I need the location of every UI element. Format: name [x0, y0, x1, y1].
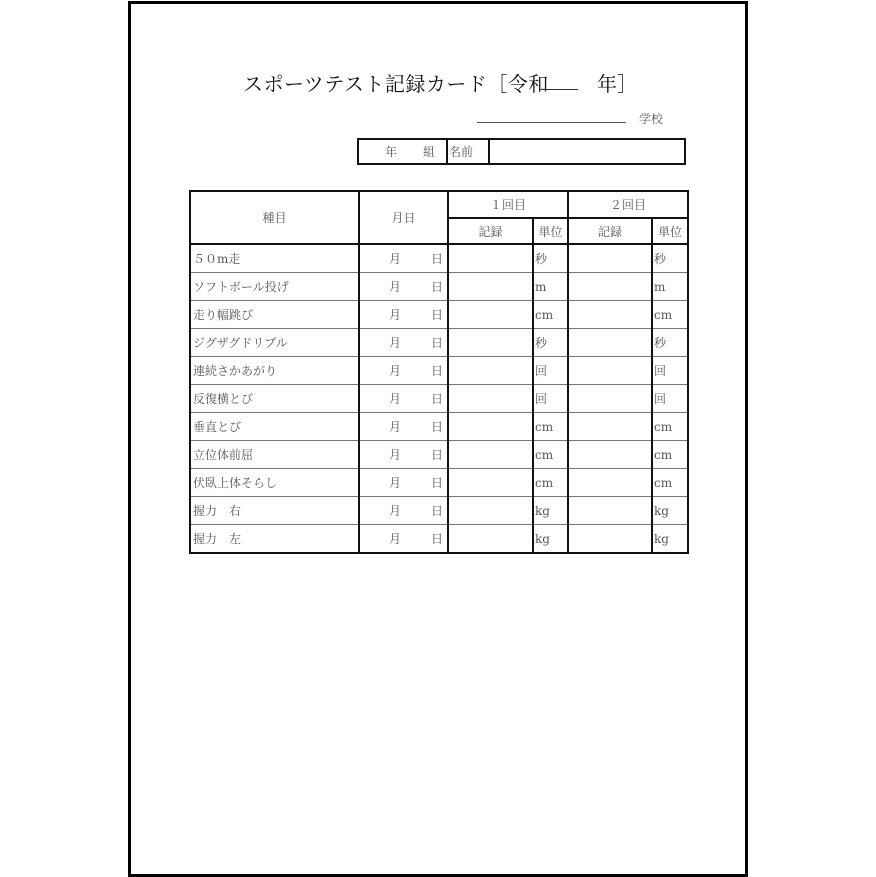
record-1-field[interactable] — [448, 441, 533, 469]
unit-2: cm — [652, 441, 688, 469]
unit-2: kg — [652, 497, 688, 525]
unit-1: kg — [533, 525, 568, 554]
unit-1: kg — [533, 497, 568, 525]
table-row — [190, 525, 688, 554]
event-name: 反復横とび — [190, 385, 359, 413]
header-unit-1: 単位 — [533, 218, 568, 244]
header-attempt-1: １回目 — [448, 191, 568, 218]
month-label: 月 — [388, 336, 401, 350]
day-label: 日 — [430, 448, 443, 462]
record-2-field[interactable] — [568, 301, 652, 329]
date-field[interactable] — [359, 244, 448, 273]
event-name: 握力 右 — [190, 497, 359, 525]
month-label: 月 — [388, 504, 401, 518]
month-label: 月 — [388, 532, 401, 546]
sports-test-record-table — [189, 190, 689, 554]
class-label: 組 — [423, 145, 436, 159]
day-label: 日 — [430, 504, 443, 518]
school-name-field[interactable] — [477, 122, 626, 123]
month-label: 月 — [388, 476, 401, 490]
unit-2: m — [652, 273, 688, 301]
header-event: 種目 — [190, 191, 359, 244]
record-2-field[interactable] — [568, 497, 652, 525]
name-field[interactable] — [490, 140, 684, 163]
unit-1: 回 — [533, 357, 568, 385]
header-record-1: 記録 — [448, 218, 533, 244]
day-label: 日 — [430, 252, 443, 266]
record-2-field[interactable] — [568, 469, 652, 497]
table-row — [190, 413, 688, 441]
record-2-field[interactable] — [568, 525, 652, 554]
event-name: 握力 左 — [190, 525, 359, 554]
table-row — [190, 441, 688, 469]
name-label: 名前 — [448, 140, 490, 163]
record-2-field[interactable] — [568, 244, 652, 273]
record-1-field[interactable] — [448, 385, 533, 413]
date-field[interactable] — [359, 273, 448, 301]
table-row — [190, 301, 688, 329]
record-1-field[interactable] — [448, 357, 533, 385]
record-2-field[interactable] — [568, 385, 652, 413]
event-name: 垂直とび — [190, 413, 359, 441]
day-label: 日 — [430, 308, 443, 322]
table-row — [190, 497, 688, 525]
month-label: 月 — [388, 280, 401, 294]
unit-2: 回 — [652, 385, 688, 413]
unit-2: cm — [652, 413, 688, 441]
header-record-2: 記録 — [568, 218, 652, 244]
record-2-field[interactable] — [568, 329, 652, 357]
unit-1: cm — [533, 441, 568, 469]
event-name: ソフトボール投げ — [190, 273, 359, 301]
header-unit-2: 単位 — [652, 218, 688, 244]
date-field[interactable] — [359, 385, 448, 413]
grade-label: 年 — [385, 145, 398, 159]
header-date: 月日 — [359, 191, 448, 244]
unit-1: 秒 — [533, 329, 568, 357]
unit-2: kg — [652, 525, 688, 554]
date-field[interactable] — [359, 497, 448, 525]
date-field[interactable] — [359, 357, 448, 385]
record-1-field[interactable] — [448, 273, 533, 301]
record-2-field[interactable] — [568, 357, 652, 385]
reiwa-year-blank[interactable] — [541, 89, 578, 90]
grade-class-field[interactable] — [359, 140, 448, 163]
day-label: 日 — [430, 280, 443, 294]
event-name: ジグザグドリブル — [190, 329, 359, 357]
record-2-field[interactable] — [568, 413, 652, 441]
date-field[interactable] — [359, 301, 448, 329]
unit-1: 回 — [533, 385, 568, 413]
event-name: ５０m走 — [190, 244, 359, 273]
record-1-field[interactable] — [448, 525, 533, 554]
event-name: 走り幅跳び — [190, 301, 359, 329]
unit-1: cm — [533, 413, 568, 441]
table-row — [190, 385, 688, 413]
month-label: 月 — [388, 392, 401, 406]
unit-1: 秒 — [533, 244, 568, 273]
table-row — [190, 329, 688, 357]
page-title: スポーツテスト記録カード［令和 — [243, 72, 549, 96]
record-1-field[interactable] — [448, 469, 533, 497]
header-attempt-2: ２回目 — [568, 191, 688, 218]
unit-1: cm — [533, 469, 568, 497]
student-info-box — [357, 138, 686, 165]
unit-2: 回 — [652, 357, 688, 385]
table-row — [190, 469, 688, 497]
day-label: 日 — [430, 420, 443, 434]
day-label: 日 — [430, 364, 443, 378]
month-label: 月 — [388, 420, 401, 434]
table-row — [190, 244, 688, 273]
date-field[interactable] — [359, 441, 448, 469]
unit-1: m — [533, 273, 568, 301]
title-year-suffix: 年］ — [597, 72, 637, 96]
record-2-field[interactable] — [568, 441, 652, 469]
record-1-field[interactable] — [448, 301, 533, 329]
month-label: 月 — [388, 252, 401, 266]
day-label: 日 — [430, 532, 443, 546]
month-label: 月 — [388, 448, 401, 462]
event-name: 伏臥上体そらし — [190, 469, 359, 497]
month-label: 月 — [388, 364, 401, 378]
event-name: 立位体前屈 — [190, 441, 359, 469]
unit-2: 秒 — [652, 244, 688, 273]
date-field[interactable] — [359, 469, 448, 497]
school-label: 学校 — [639, 112, 664, 126]
table-row — [190, 273, 688, 301]
unit-1: cm — [533, 301, 568, 329]
date-field[interactable] — [359, 329, 448, 357]
day-label: 日 — [430, 336, 443, 350]
month-label: 月 — [388, 308, 401, 322]
record-1-field[interactable] — [448, 244, 533, 273]
record-1-field[interactable] — [448, 413, 533, 441]
event-name: 連続さかあがり — [190, 357, 359, 385]
unit-2: cm — [652, 301, 688, 329]
unit-2: cm — [652, 469, 688, 497]
record-2-field[interactable] — [568, 273, 652, 301]
day-label: 日 — [430, 392, 443, 406]
date-field[interactable] — [359, 525, 448, 554]
unit-2: 秒 — [652, 329, 688, 357]
day-label: 日 — [430, 476, 443, 490]
table-row — [190, 357, 688, 385]
record-1-field[interactable] — [448, 497, 533, 525]
date-field[interactable] — [359, 413, 448, 441]
record-1-field[interactable] — [448, 329, 533, 357]
